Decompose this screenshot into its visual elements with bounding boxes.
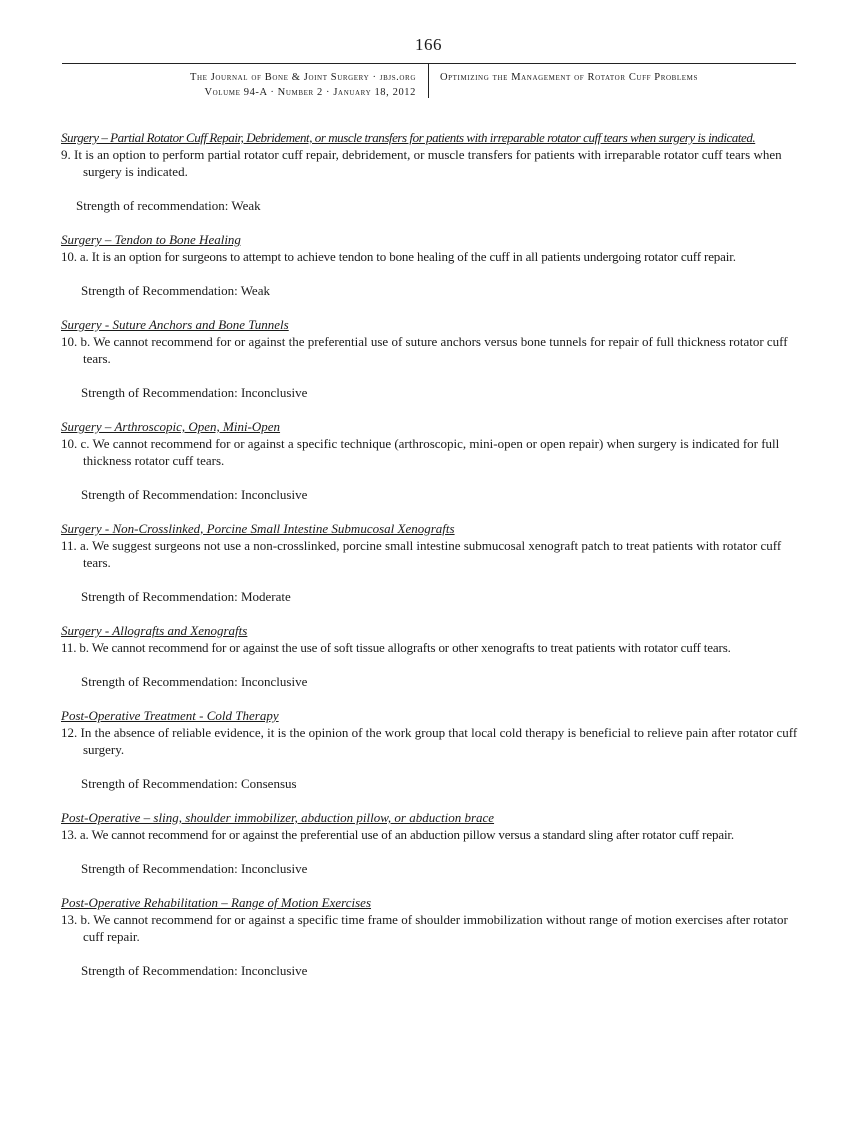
strength-of-recommendation: Strength of Recommendation: Weak — [81, 283, 270, 298]
section-heading: Surgery - Allografts and Xenografts — [61, 623, 248, 638]
section-heading: Surgery – Tendon to Bone Healing — [61, 232, 241, 247]
section-heading: Post-Operative Rehabilitation – Range of Motion Exercises — [61, 895, 372, 910]
recommendation-text: 12. In the absence of reliable evidence, it is the opinion of the work group that local cold therapy is beneficial to relieve pain after rotator cuff surgery. — [61, 725, 798, 757]
recommendation-section — [61, 809, 801, 877]
header-rule — [62, 63, 796, 64]
strength-of-recommendation: Strength of Recommendation: Moderate — [81, 589, 291, 604]
running-header-article-title: Optimizing the Management of Rotator Cuff Problems — [440, 72, 698, 83]
recommendation-text: 11. b. We cannot recommend for or against the use of soft tissue allografts or other xenografts to treat patients with rotator cuff tears. — [61, 640, 731, 655]
strength-of-recommendation: Strength of Recommendation: Inconclusive — [81, 674, 308, 689]
recommendation-section — [61, 316, 801, 401]
recommendation-section — [61, 520, 801, 605]
section-heading: Surgery - Non-Crosslinked, Porcine Small Intestine Submucosal Xenografts — [61, 521, 455, 536]
recommendation-text: 10. b. We cannot recommend for or against the preferential use of suture anchors versus bone tunnels for repair of full thickness rotator cuff tears. — [61, 334, 788, 366]
recommendation-text: 10. c. We cannot recommend for or against a specific technique (arthroscopic, mini-open or open repair) when surgery is indicated for full thickness rotator cuff tears. — [61, 436, 780, 468]
running-header-journal — [62, 70, 416, 100]
recommendation-text: 13. b. We cannot recommend for or against a specific time frame of shoulder immobilization without range of motion exercises after rotator cuff repair. — [61, 912, 788, 944]
recommendation-text: 11. a. We suggest surgeons not use a non-crosslinked, porcine small intestine submucosal xenograft patch to treat patients with rotator cuff tears. — [61, 538, 782, 570]
recommendation-text: 9. It is an option to perform partial rotator cuff repair, debridement, or muscle transfers for patients with irreparable rotator cuff tears when surgery is indicated. — [61, 147, 782, 179]
recommendations-list — [61, 129, 801, 996]
section-heading: Surgery - Suture Anchors and Bone Tunnels — [61, 317, 289, 332]
header-divider — [428, 64, 429, 98]
section-heading: Surgery – Partial Rotator Cuff Repair, Debridement, or muscle transfers for patients with irreparable rotator cuff tears when surgery is indicated. — [61, 130, 756, 145]
strength-of-recommendation: Strength of Recommendation: Inconclusive — [81, 385, 308, 400]
strength-of-recommendation: Strength of Recommendation: Inconclusive — [81, 861, 308, 876]
recommendation-section — [61, 418, 801, 503]
recommendation-section — [61, 231, 801, 299]
recommendation-section — [61, 707, 801, 792]
strength-of-recommendation: Strength of Recommendation: Inconclusive — [81, 487, 308, 502]
section-heading: Post-Operative Treatment - Cold Therapy — [61, 708, 279, 723]
journal-name-line: The Journal of Bone & Joint Surgery · jbjs.org — [189, 72, 416, 83]
page-number: 166 — [415, 35, 442, 54]
recommendation-section — [61, 129, 801, 214]
recommendation-section — [61, 894, 801, 979]
strength-of-recommendation: Strength of recommendation: Weak — [76, 198, 261, 213]
recommendation-section — [61, 622, 801, 690]
strength-of-recommendation: Strength of Recommendation: Consensus — [81, 776, 297, 791]
strength-of-recommendation: Strength of Recommendation: Inconclusive — [81, 963, 308, 978]
recommendation-text: 10. a. It is an option for surgeons to attempt to achieve tendon to bone healing of the cuff in all patients undergoing rotator cuff repair. — [61, 249, 736, 264]
section-heading: Surgery – Arthroscopic, Open, Mini-Open — [61, 419, 281, 434]
recommendation-text: 13. a. We cannot recommend for or against the preferential use of an abduction pillow versus a standard sling after rotator cuff repair. — [61, 827, 734, 842]
section-heading: Post-Operative – sling, shoulder immobilizer, abduction pillow, or abduction brace — [61, 810, 495, 825]
journal-volume-line: Volume 94-A · Number 2 · January 18, 2012 — [204, 87, 416, 98]
